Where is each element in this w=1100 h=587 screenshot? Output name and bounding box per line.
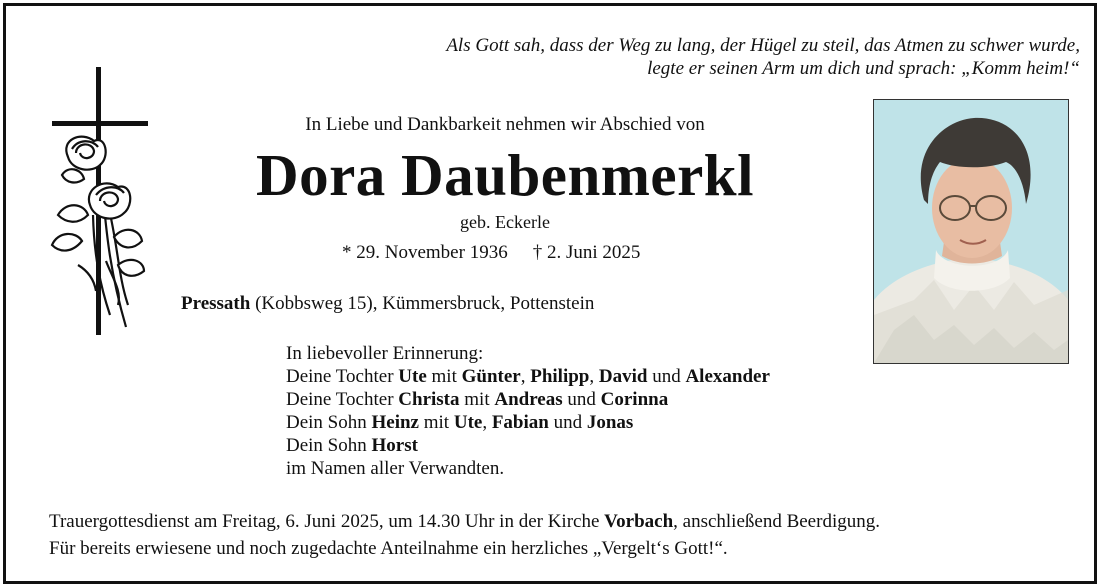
mourner-text: Dein Sohn	[286, 412, 372, 433]
mourners-list	[286, 342, 770, 480]
deceased-name: Dora Daubenmerkl	[255, 142, 754, 208]
dates	[342, 242, 640, 264]
quote	[446, 34, 1080, 80]
mourner-name: Jonas	[586, 412, 634, 433]
mourner-line	[286, 457, 770, 480]
birth-name: geb. Eckerle	[460, 212, 550, 232]
intro-text: In Liebe und Dankbarkeit nehmen wir Abschied von	[305, 114, 705, 135]
mourner-name: Horst	[371, 435, 418, 456]
mourner-text: Deine Tochter	[286, 389, 399, 410]
service-line-1-a: Trauergottesdienst am Freitag, 6. Juni 2025, um 14.30 Uhr in der Kirche	[49, 511, 605, 532]
mourner-text: und	[548, 412, 587, 433]
service-line-1-c: , anschließend Beerdigung.	[673, 511, 880, 532]
mourner-lines	[286, 365, 770, 480]
mourner-text: mit	[459, 389, 495, 410]
service-info	[49, 508, 880, 562]
mourner-text: mit	[419, 412, 454, 433]
birth-date: * 29. November 1936	[342, 242, 508, 263]
mourner-name: Philipp	[530, 366, 590, 387]
mourner-line	[286, 388, 770, 411]
mourner-text: und	[562, 389, 601, 410]
quote-line-1: Als Gott sah, dass der Weg zu lang, der Hügel zu steil, das Atmen zu schwer wurde,	[446, 35, 1080, 56]
mourner-text: Dein Sohn	[286, 435, 372, 456]
mourner-name: Günter	[461, 366, 521, 387]
death-date: † 2. Juni 2025	[532, 242, 641, 263]
mourner-name: Andreas	[494, 389, 563, 410]
mourner-name: Fabian	[491, 412, 549, 433]
church-name: Vorbach	[604, 511, 674, 532]
places	[181, 293, 594, 315]
mourner-line	[286, 434, 770, 457]
mourner-line	[286, 411, 770, 434]
mourner-text: ,	[482, 412, 492, 433]
place-rest: (Kobbsweg 15), Kümmersbruck, Pottenstein	[250, 293, 595, 314]
service-line-2: Für bereits erwiesene und noch zugedachte Anteilnahme ein herzliches „Vergelt‘s Gott!“.	[49, 538, 728, 559]
mourner-name: Alexander	[685, 366, 770, 387]
quote-line-2: legte er seinen Arm um dich und sprach: „Komm heim!“	[647, 58, 1080, 79]
service-line-1	[49, 508, 880, 535]
mourner-text: Deine Tochter	[286, 366, 399, 387]
mourner-line	[286, 365, 770, 388]
mourner-text: mit	[426, 366, 462, 387]
mourner-name: Christa	[398, 389, 460, 410]
mourner-text: im Namen aller Verwandten.	[286, 458, 505, 479]
portrait-photo	[873, 99, 1069, 364]
mourners-heading: In liebevoller Erinnerung:	[286, 343, 484, 364]
mourner-text: und	[647, 366, 686, 387]
place-town: Pressath	[181, 293, 251, 314]
mourner-name: Ute	[453, 412, 483, 433]
mourner-name: Corinna	[600, 389, 669, 410]
mourner-name: Heinz	[371, 412, 419, 433]
mourner-text: ,	[520, 366, 531, 387]
mourner-text: ,	[589, 366, 599, 387]
mourner-name: David	[598, 366, 648, 387]
mourner-name: Ute	[398, 366, 427, 387]
